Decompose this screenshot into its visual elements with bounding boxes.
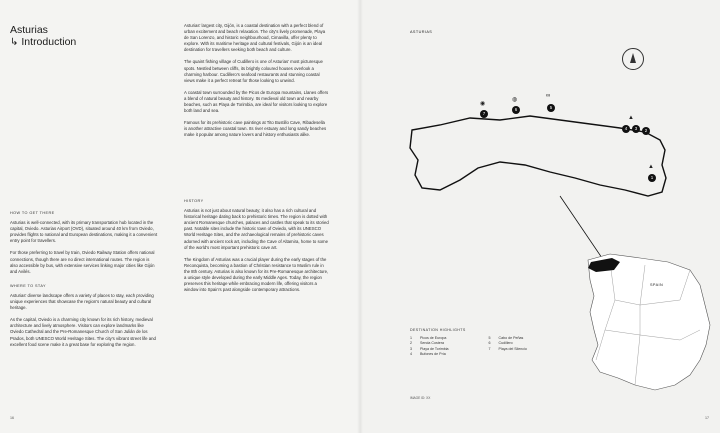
legend-item: 5 Cabo de Peñas bbox=[488, 336, 524, 341]
paragraph: Famous for its prehistoric cave paintings at Tito Bustillo Cave, Ribadesella is another attractive coastal town. Its river estuary and long sandy beaches make it popular among nature lovers and history enthusiasts alike. bbox=[184, 120, 327, 138]
map-pin-3[interactable]: 3 bbox=[632, 125, 640, 133]
mountain-icon: ▲ bbox=[648, 164, 654, 170]
history-heading: HISTORY bbox=[184, 199, 204, 203]
asturias-map-label: ASTURIAS bbox=[410, 30, 433, 34]
paragraph: A coastal town surrounded by the Picos de Europa mountains, Llanes offers a blend of natural beauty and history. Its medieval old town and nearby beaches, such as Playa de Torimbia, are ideal for visitors looking to explore both land and sea. bbox=[184, 89, 329, 114]
legend-item: 7 Playa del Silencio bbox=[488, 346, 527, 351]
map-pin-4[interactable]: 4 bbox=[622, 125, 630, 133]
map-pin-2[interactable]: 2 bbox=[642, 127, 650, 135]
legend-heading: DESTINATION HIGHLIGHTS bbox=[410, 328, 466, 332]
paragraph: Asturias' diverse landscape offers a variety of places to stay, each providing unique experiences that showcase the region's natural beauty and cultural heritage. bbox=[10, 292, 154, 311]
paragraph: The Kingdom of Asturias was a crucial player during the early stages of the Reconquista, becoming a bastion of Christian resistance to Muslim rule in the 8th century. Asturias is also known for its Pre-Romanesque architecture, a unique style developed during the early Middle Ages. Today, the region preserves this heritage while embracing modern life, offering visitors a window into Spain's past alongside contemporary attractions. bbox=[184, 256, 329, 293]
paragraph: As the capital, Oviedo is a charming city known for its rich history, medieval architecture and lively atmosphere. Visitors can explore landmarks like Oviedo Cathedral and the Pre-Romanesque Church of San Julián de los Prados, both UNESCO World Heritage Sites. The city's vibrant street life and excellent food scene make it a great base for exploring the region. bbox=[10, 317, 156, 347]
mountain-icon: ▲ bbox=[628, 115, 634, 121]
connector-line bbox=[560, 196, 602, 258]
map-pin-5[interactable]: 5 bbox=[547, 104, 555, 112]
how-to-get-there-heading: HOW TO GET THERE bbox=[10, 211, 55, 215]
camera-icon: ◉ bbox=[480, 101, 486, 107]
legend-item: 2 Senda Costera bbox=[410, 341, 444, 346]
title-line-1: Asturias bbox=[10, 24, 48, 36]
where-to-stay-heading: WHERE TO STAY bbox=[10, 283, 46, 288]
legend-column-2 bbox=[489, 336, 527, 357]
paragraph: The quaint fishing village of Cudillero is one of Asturias' most picturesque spots. Nestled between cliffs, its brightly coloured houses overlook a charming harbour. Cudillero's seafood restaurants and stunning coastal views make it a perfect retreat for those looking to unwind. bbox=[184, 59, 323, 83]
spain-map-label: SPAIN bbox=[650, 283, 664, 287]
page-number-left: 16 bbox=[10, 416, 14, 420]
page-number-right: 17 bbox=[705, 416, 709, 420]
map-pin-6[interactable]: 6 bbox=[512, 106, 520, 114]
trail-icon: ◍ bbox=[512, 97, 518, 103]
map-legend bbox=[410, 328, 527, 357]
legend-column-1 bbox=[410, 336, 449, 357]
legend-item: 3 Playa de Torimbia bbox=[410, 346, 449, 351]
spain-outline bbox=[588, 254, 710, 390]
title-introduction: Introduction bbox=[21, 36, 77, 48]
map-pin-1[interactable]: 1 bbox=[648, 174, 656, 182]
arrow-icon: ↳ bbox=[10, 37, 19, 48]
paragraph: Asturias is well-connected, with its primary transportation hub located in the capital, Oviedo. Asturias Airport (OVD), situated around 40 km from Oviedo, provides flights to national and European destinations, making it a convenient entry point for travellers. bbox=[10, 220, 158, 244]
legend-item: 4 Bufones de Pría bbox=[410, 351, 446, 356]
paragraph: Asturias is not just about natural beauty; it also has a rich cultural and historical heritage dating back to prehistoric times. The region is dotted with ancient Romanesque churches, palaces and castles that speak to its storied past. Notable sites include the historic town of Oviedo, with its UNESCO World Heritage Sites, and the archaeological remains of prehistoric caves adorned with ancient rock art, including the Cave of Altamira, home to some of the world's most important prehistoric cave art. bbox=[184, 208, 329, 250]
paragraph: For those preferring to travel by train, Oviedo Railway Station offers national connections, though there are no direct international routes. The region is also accessible by bus, with extensive services linking major cities like Gijón and Avilés. bbox=[10, 250, 155, 274]
bike-icon: ∞ bbox=[546, 93, 551, 99]
map-pin-7[interactable]: 7 bbox=[480, 110, 488, 118]
image-credit: IMAGE ID: XX bbox=[410, 396, 431, 400]
paragraph: Asturias' largest city, Gijón, is a coastal destination with a perfect blend of urban excitement and beach relaxation. The city's lively promenade, Playa de San Lorenzo, and historic neighbourhood, Cimavilla, offer plenty to explore. With its maritime heritage and cultural festivals, Gijón is an ideal destination for travellers seeking both beach and culture. bbox=[184, 23, 326, 53]
legend-item: 1 Picos de Europa bbox=[410, 336, 447, 341]
legend-item: 6 Cudillero bbox=[488, 341, 513, 346]
